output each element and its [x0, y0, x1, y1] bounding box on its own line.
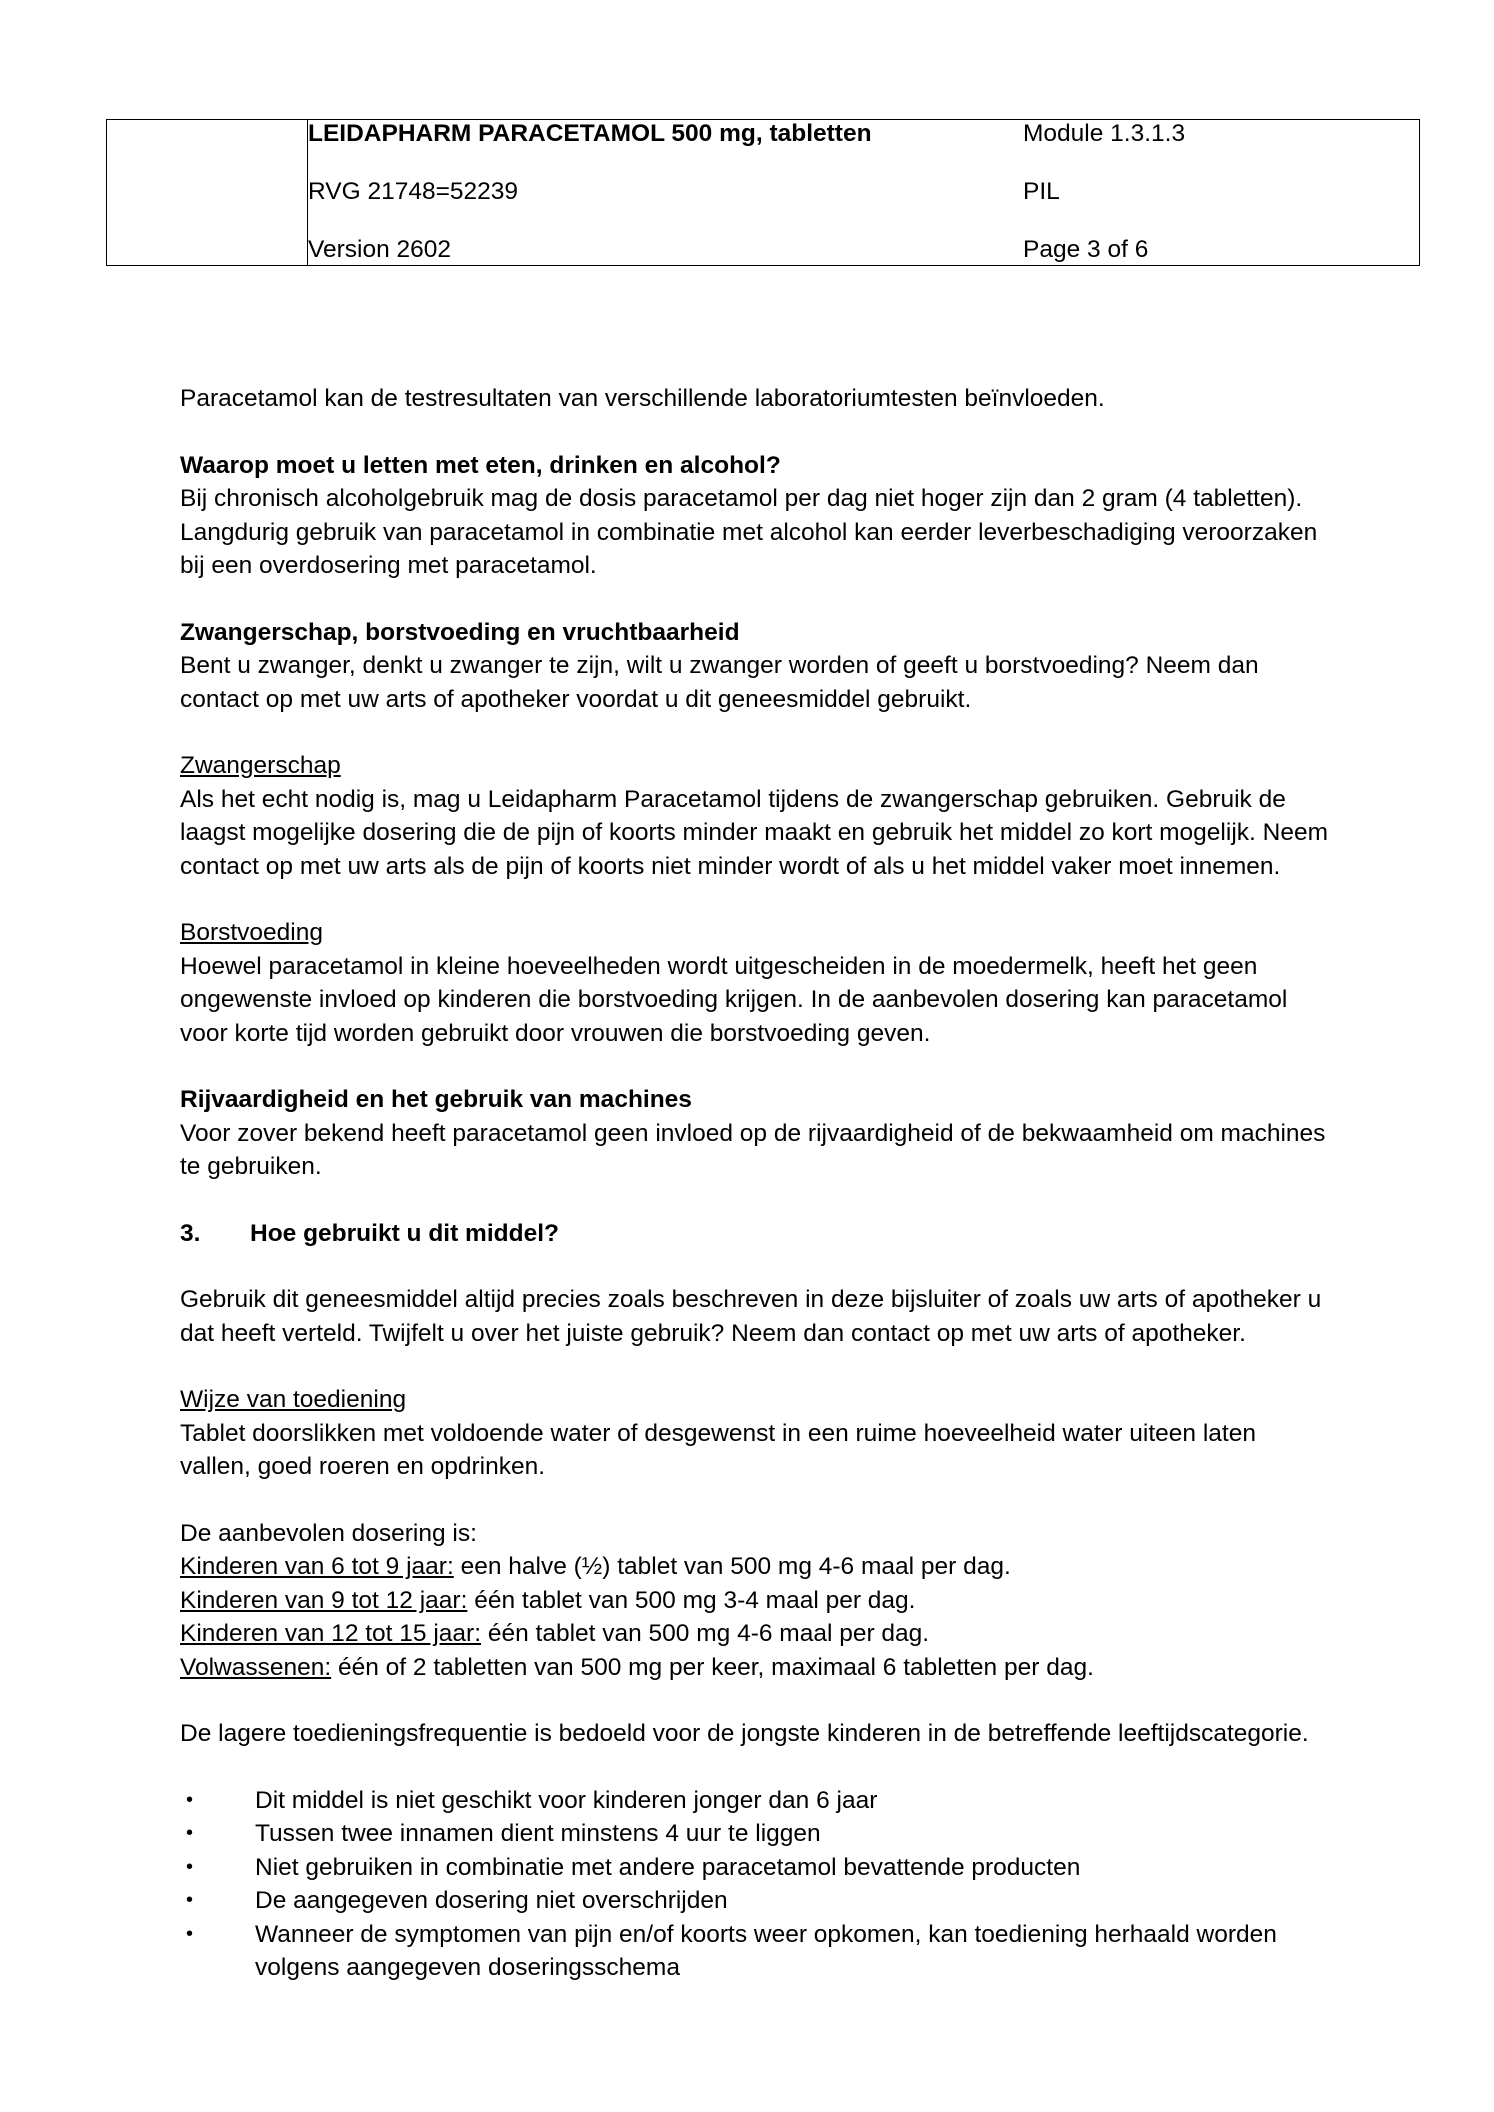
pregnancy-sub-paragraph: Als het echt nodig is, mag u Leidapharm Paracetamol tijdens de zwangerschap gebruiken. Gebruik de laagst mogelijke dosering die de pijn of koorts minder maakt en gebruik het middel zo kort mogelijk. Neem contact op met uw arts als de pijn of koorts niet minder wordt of als u het middel vaker moet innemen. [180, 785, 1328, 880]
list-item-text: Tussen twee innamen dient minstens 4 uur te liggen [255, 1820, 821, 1847]
section-3-number: 3. [180, 1219, 201, 1247]
dosing-age-label: Kinderen van 9 tot 12 jaar: [180, 1586, 468, 1614]
dosing-age-text: één tablet van 500 mg 3-4 maal per dag. [467, 1586, 916, 1614]
dosing-age-text: één tablet van 500 mg 4-6 maal per dag. [481, 1620, 930, 1647]
list-item-text: Dit middel is niet geschikt voor kinderen jonger dan 6 jaar [255, 1786, 878, 1814]
section-3-paragraph: Gebruik dit geneesmiddel altijd precies zoals beschreven in deze bijsluiter of zoals uw arts of apotheker u dat heeft verteld. Twijfelt u over het juiste gebruik? Neem dan contact op met uw arts of apotheker. [180, 1286, 1322, 1347]
food-drink-alcohol-section [180, 449, 1332, 583]
pregnancy-section-paragraph: Bent u zwanger, denkt u zwanger te zijn, wilt u zwanger worden of geeft u borstvoeding? Neem dan contact op met uw arts of apotheker voordat u dit geneesmiddel gebruikt. [180, 652, 1259, 713]
breastfeeding-sub-paragraph: Hoewel paracetamol in kleine hoeveelheden wordt uitgescheiden in de moedermelk, heeft het geen ongewenste invloed op kinderen die borstvoeding krijgen. In de aanbevolen dosering kan paracetamol voor korte tijd worden gebruikt door vrouwen die borstvoeding geven. [180, 952, 1288, 1047]
pregnancy-sub-heading: Zwangerschap [180, 752, 341, 779]
administration-heading: Wijze van toediening [180, 1386, 407, 1413]
frequency-note: De lagere toedieningsfrequentie is bedoeld voor de jongste kinderen in de betreffende leeftijdscategorie. [180, 1720, 1309, 1747]
administration-heading-wrap [180, 1383, 1332, 1417]
intro-block [180, 382, 1332, 416]
dosing-age-label: Volwassenen: [180, 1653, 332, 1681]
section-3-heading [180, 1217, 1332, 1251]
pregnancy-sub-heading-wrap [180, 749, 1332, 783]
dosing-line [180, 1617, 1332, 1651]
dosing-line [180, 1584, 1332, 1618]
list-item-text: De aangegeven dosering niet overschrijden [255, 1887, 728, 1914]
dosing-block [180, 1517, 1332, 1685]
list-item [180, 1851, 1332, 1885]
bullet-icon: • [186, 1889, 194, 1911]
dosing-age-label: Kinderen van 12 tot 15 jaar: [180, 1620, 482, 1647]
dosing-line [180, 1550, 1332, 1584]
bullet-icon: • [186, 1922, 194, 1945]
list-item [180, 1817, 1332, 1851]
header-info-cell [308, 120, 1420, 266]
dosing-age-label: Kinderen van 6 tot 9 jaar: [180, 1553, 454, 1580]
bullet-icon: • [186, 1855, 194, 1878]
list-item [180, 1884, 1332, 1918]
driving-section-heading: Rijvaardigheid en het gebruik van machines [180, 1086, 692, 1113]
module-reference: Module 1.3.1.3 [1023, 120, 1186, 147]
frequency-note-block [180, 1717, 1332, 1751]
driving-section [180, 1083, 1332, 1184]
list-item [180, 1918, 1332, 1985]
food-drink-alcohol-paragraph: Bij chronisch alcoholgebruik mag de dosis paracetamol per dag niet hoger zijn dan 2 gram (4 tabletten). Langdurig gebruik van paracetamol in combinatie met alcohol kan eerder leverbeschadiging veroorzaken bij een overdosering met paracetamol. [180, 485, 1318, 579]
header-row-rvg [308, 178, 1419, 206]
rvg-number: RVG 21748=52239 [308, 178, 519, 206]
list-item [180, 1784, 1332, 1818]
administration-paragraph: Tablet doorslikken met voldoende water of desgewenst in een ruime hoeveelheid water uiteen laten vallen, goed roeren en opdrinken. [180, 1419, 1256, 1480]
administration-subsection [180, 1383, 1332, 1484]
pregnancy-section-heading: Zwangerschap, borstvoeding en vruchtbaarheid [180, 618, 740, 646]
header-row-version [308, 236, 1419, 264]
dosing-age-text: één of 2 tabletten van 500 mg per keer, maximaal 6 tabletten per dag. [331, 1653, 1094, 1681]
pregnancy-section [180, 616, 1332, 717]
list-item-text: Wanneer de symptomen van pijn en/of koorts weer opkomen, kan toediening herhaald worden volgens aangegeven doseringsschema [255, 1920, 1277, 1981]
page-number: Page 3 of 6 [1023, 236, 1149, 264]
driving-section-paragraph: Voor zover bekend heeft paracetamol geen invloed op de rijvaardigheid of de bekwaamheid om machines te gebruiken. [180, 1119, 1326, 1180]
dosing-age-text: een halve (½) tablet van 500 mg 4-6 maal per dag. [453, 1553, 1011, 1580]
breastfeeding-sub-heading-wrap [180, 916, 1332, 950]
pregnancy-subsection [180, 749, 1332, 883]
product-title: LEIDAPHARM PARACETAMOL 500 mg, tabletten [308, 120, 872, 147]
food-drink-alcohol-heading: Waarop moet u letten met eten, drinken en alcohol? [180, 451, 781, 479]
section-3-heading-block [180, 1217, 1332, 1251]
usage-bullet-list [180, 1784, 1332, 1985]
document-type: PIL [1023, 178, 1060, 206]
breastfeeding-sub-heading: Borstvoeding [180, 919, 324, 946]
header-row-title [308, 120, 1419, 148]
bullet-icon: • [186, 1788, 194, 1811]
breastfeeding-subsection [180, 916, 1332, 1050]
dosing-line [180, 1651, 1332, 1685]
bullet-icon: • [186, 1822, 194, 1844]
section-3-title: Hoe gebruikt u dit middel? [250, 1219, 559, 1247]
header-table-row [107, 120, 1420, 266]
section-3-intro-block [180, 1283, 1332, 1350]
version-number: Version 2602 [308, 236, 452, 264]
list-item-text: Niet gebruiken in combinatie met andere paracetamol bevattende producten [255, 1853, 1081, 1881]
dosing-intro: De aanbevolen dosering is: [180, 1519, 477, 1547]
document-body [180, 382, 1332, 1985]
document-header-table [106, 119, 1420, 266]
header-logo-cell [107, 120, 308, 266]
intro-paragraph: Paracetamol kan de testresultaten van verschillende laboratoriumtesten beïnvloeden. [180, 385, 1105, 412]
